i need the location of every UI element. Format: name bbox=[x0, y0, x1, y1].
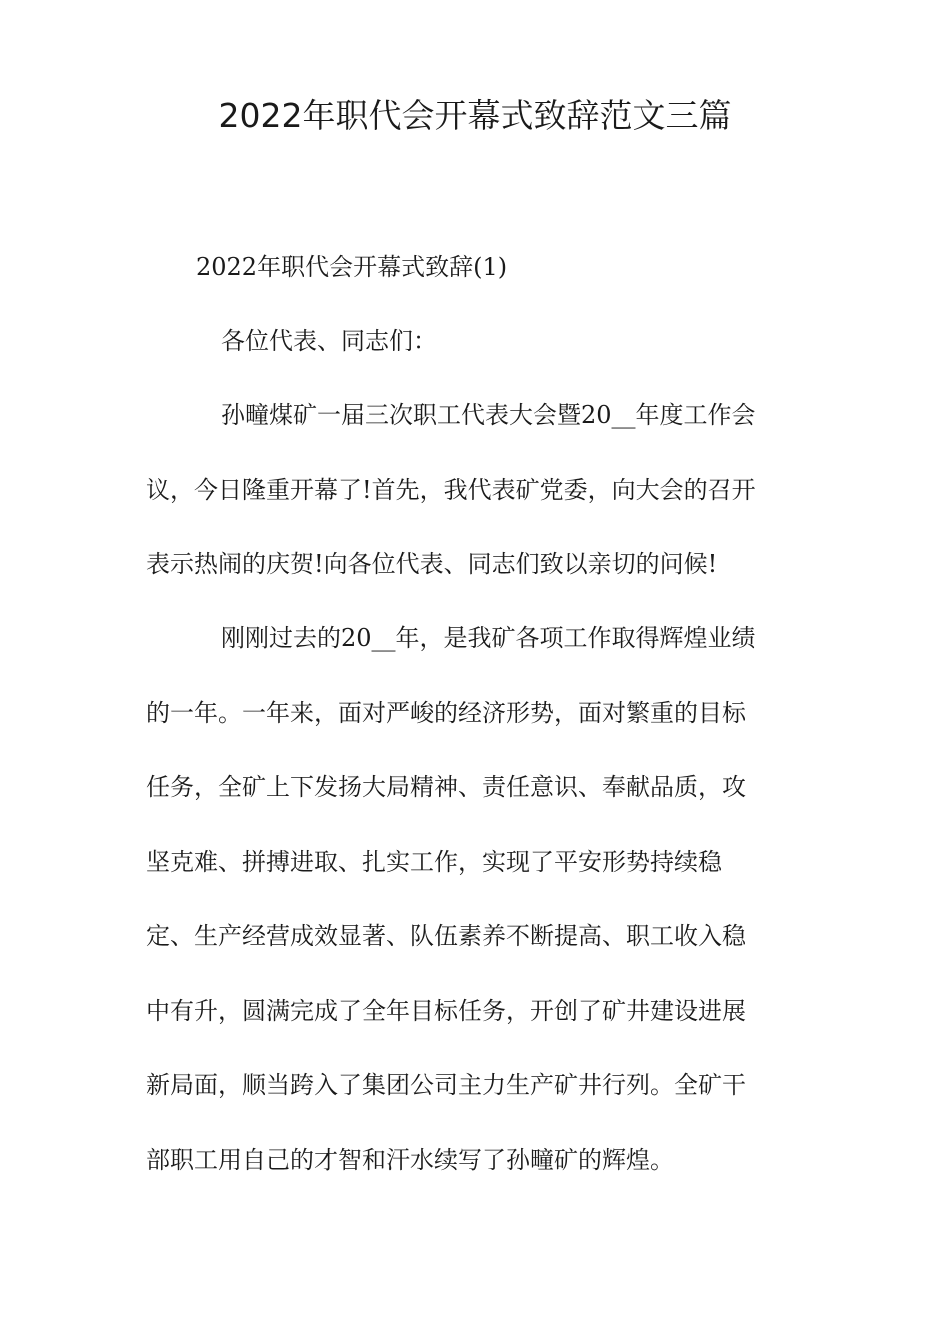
paragraph2-line2: 的一年。一年来，面对严峻的经济形势，面对繁重的目标 bbox=[146, 699, 746, 727]
paragraph2-line6: 中有升，圆满完成了全年目标任务，开创了矿井建设进展 bbox=[146, 997, 746, 1025]
paragraph2-line5: 定、生产经营成效显著、队伍素养不断提高、职工收入稳 bbox=[146, 922, 746, 950]
paragraph2-line4: 坚克难、拼搏进取、扎实工作，实现了平安形势持续稳 bbox=[146, 848, 722, 876]
paragraph1-line2: 议，今日隆重开幕了!首先，我代表矿党委，向大会的召开 bbox=[146, 476, 756, 504]
section-heading: 2022年职代会开幕式致辞(1) bbox=[196, 253, 508, 281]
paragraph2-line8: 部职工用自己的才智和汗水续写了孙疃矿的辉煌。 bbox=[146, 1146, 674, 1174]
paragraph2-line1: 刚刚过去的20__年，是我矿各项工作取得辉煌业绩 bbox=[221, 624, 756, 652]
document-title: 2022年职代会开幕式致辞范文三篇 bbox=[218, 96, 732, 135]
paragraph1-line1: 孙疃煤矿一届三次职工代表大会暨20__年度工作会 bbox=[221, 401, 756, 429]
paragraph2-line7: 新局面，顺当跨入了集团公司主力生产矿井行列。全矿干 bbox=[146, 1071, 746, 1099]
salutation: 各位代表、同志们： bbox=[221, 327, 437, 355]
paragraph1-line3: 表示热闹的庆贺!向各位代表、同志们致以亲切的问候! bbox=[146, 550, 718, 578]
paragraph2-line3: 任务，全矿上下发扬大局精神、责任意识、奉献品质，攻 bbox=[146, 773, 746, 801]
